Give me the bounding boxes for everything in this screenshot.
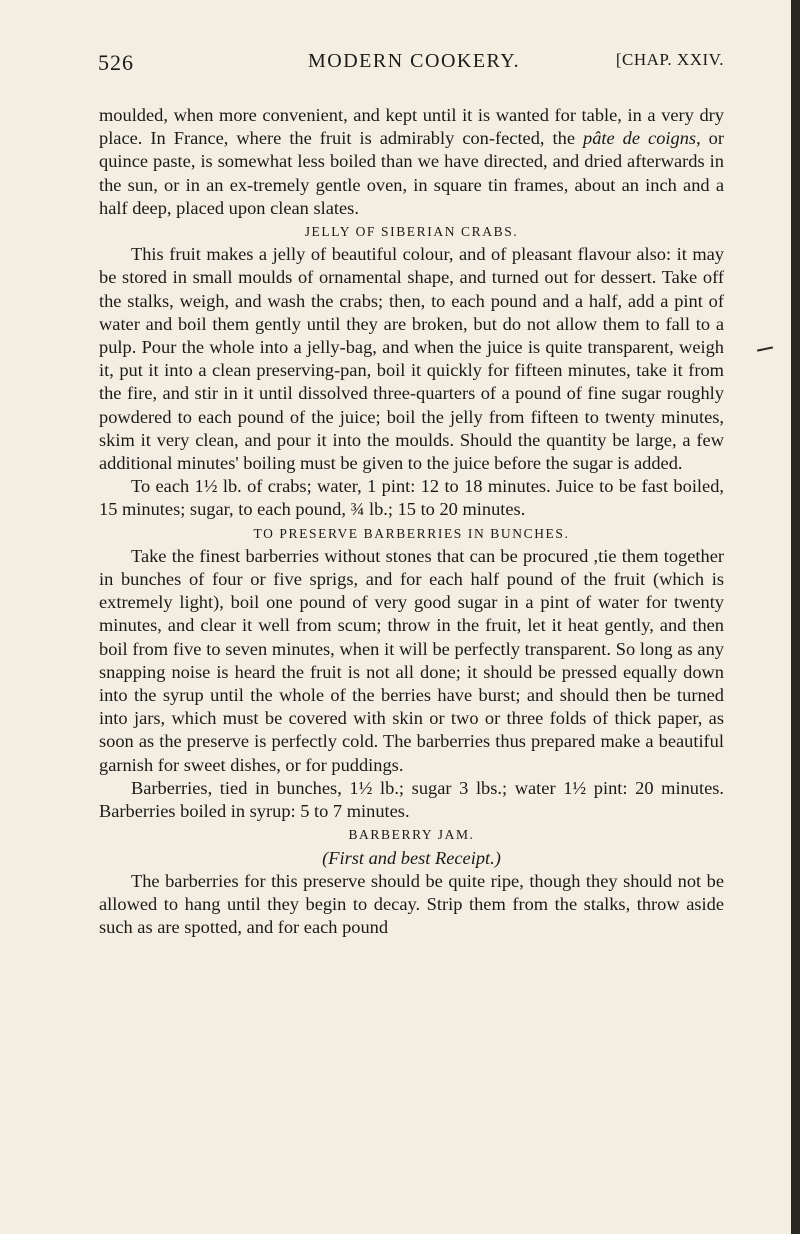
margin-mark (757, 346, 773, 351)
recipe-paragraph-jelly: This fruit makes a jelly of beautiful colour, and of pleasant flavour also: it may be stored in small moulds of ornamental shape, and turned out for dessert. Take off the stalks, weigh, and wash the crabs; then, to each pound and a half, add a pint of water and boil them gently until they are broken, but do not allow them to fall to a pulp. Pour the whole into a jelly-bag, and when the juice is quite transparent, weigh it, put it into a clean preserving-pan, boil it quickly for fifteen minutes, take it from the fire, and stir in it until dissolved three-quarters of a pound of fine sugar roughly powdered to each pound of the juice; boil the jelly from fifteen to twenty minutes, skim it very clean, and pour it into the moulds. Should the quantity be large, a few additional minutes' boiling must be given to the juice before the sugar is added. (99, 244, 724, 474)
page-edge-shadow (791, 0, 800, 1234)
recipe-paragraph-barberries: Take the finest barberries without stones that can be procured ,tie them together in bunches of four or five sprigs, and for each half pound of the fruit (which is extremely light), boil one pound of very good sugar in a pint of water for twenty minutes, and clear it well from scum; throw in the fruit, let it heat gently, and then boil from five to seven minutes, when it will be perfectly transparent. So long as any snapping noise is heard the fruit is not all done; it should be pressed equally down into the syrup until the whole of the berries have burst; and should then be turned into jars, which must be covered with skin or two or three folds of thick paper, as soon as the preserve is perfectly cold. The barberries thus prepared make a beautiful garnish for sweet dishes, or for puddings. (99, 545, 724, 775)
recipe-summary-barberries: Barberries, tied in bunches, 1½ lb.; sugar 3 lbs.; water 1½ pint: 20 minutes. Barberries boiled in syrup: 5 to 7 minutes. (99, 777, 724, 822)
italic-term: pâte de coigns (583, 128, 697, 149)
recipe-heading-jam: BARBERRY JAM. (348, 827, 475, 843)
recipe-paragraph-jam: The barberries for this preserve should be quite ripe, though they should not be allowed to hang until they begin to decay. Strip them from the stalks, throw aside such as are spotted, and for each pound (99, 870, 724, 938)
chapter-reference: [CHAP. XXIV. (615, 50, 724, 69)
page-number: 526 (98, 50, 134, 75)
running-title: MODERN COOKERY. (308, 50, 521, 72)
recipe-heading-jelly: JELLY OF SIBERIAN CRABS. (304, 224, 519, 240)
continuation-paragraph: moulded, when more convenient, and kept until it is wanted for table, in a very dry place. In France, where the fruit is admirably con-fected, the pâte de coigns, or quince paste, is somewhat less boiled than we have directed, and dried afterwards in the sun, or in an ex-tremely gentle oven, in square tin frames, about an inch and a half deep, placed upon clean slates. (99, 105, 724, 218)
recipe-summary-jelly: To each 1½ lb. of crabs; water, 1 pint: 12 to 18 minutes. Juice to be fast boiled, 15 minutes; sugar, to each pound, ¾ lb.; 15 to 20 minutes. (99, 476, 724, 520)
recipe-heading-barberries: TO PRESERVE BARBERRIES IN BUNCHES. (253, 525, 570, 541)
page-body (99, 104, 724, 939)
running-head (98, 50, 724, 82)
recipe-subheading-jam: (First and best Receipt.) (322, 847, 501, 868)
